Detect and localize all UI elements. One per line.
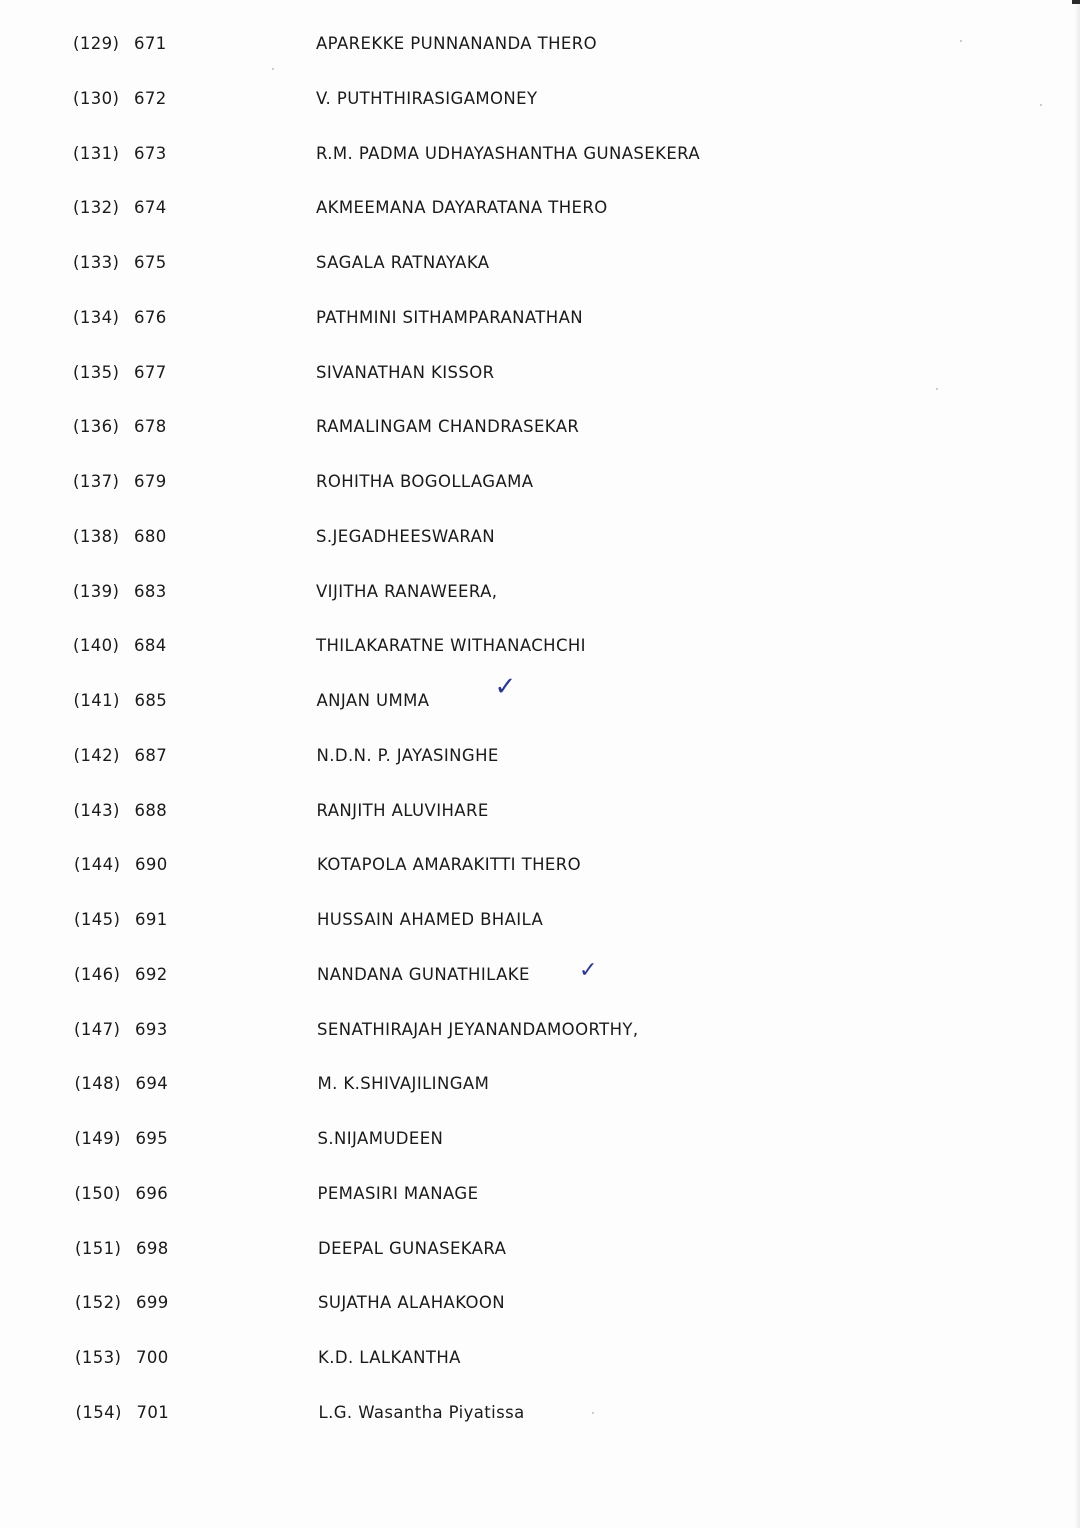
entry-number: 684 (134, 636, 167, 656)
entry-name: M. K.SHIVAJILINGAM (317, 1074, 490, 1094)
entry-number: 700 (136, 1348, 169, 1367)
entry-number: 680 (134, 526, 167, 546)
entry-index: (129) (73, 34, 120, 53)
entry-name: THILAKARATNE WITHANACHCHI (316, 636, 586, 656)
entry-number: 675 (134, 253, 167, 272)
entry-index: (135) (73, 362, 120, 382)
entry-index: (139) (73, 581, 120, 601)
list-item (1, 957, 901, 989)
entry-number: 695 (135, 1129, 169, 1148)
entry-index: (131) (73, 143, 120, 163)
entry-name: SUJATHA ALAHAKOON (318, 1293, 506, 1313)
entry-number: 677 (134, 362, 167, 382)
entry-index: (143) (73, 800, 120, 820)
list-item (2, 1344, 902, 1372)
entry-name: S.JEGADHEESWARAN (316, 526, 496, 546)
list-item (0, 249, 900, 277)
list-item (0, 523, 900, 551)
list-item (0, 30, 900, 58)
entry-number: 679 (134, 472, 167, 491)
list-item (0, 304, 900, 332)
entry-index: (145) (74, 910, 121, 929)
entry-number: 696 (135, 1183, 169, 1203)
entry-name: HUSSAIN AHAMED BHAILA (317, 910, 544, 929)
entry-number: 676 (134, 307, 167, 327)
entry-index: (154) (75, 1402, 122, 1422)
entry-number: 698 (136, 1238, 169, 1258)
entry-name: ROHITHA BOGOLLAGAMA (316, 472, 534, 491)
entry-name: SIVANATHAN KISSOR (316, 362, 495, 382)
entry-index: (152) (75, 1293, 122, 1313)
list-item (1, 851, 901, 879)
list-item (0, 85, 900, 113)
entry-name: PATHMINI SITHAMPARANATHAN (316, 307, 584, 327)
checkmark-icon: ✓ (579, 957, 598, 983)
entry-number: 701 (136, 1402, 170, 1422)
entry-name: S.NIJAMUDEEN (317, 1129, 444, 1148)
entry-number: 685 (134, 691, 168, 710)
entry-index: (132) (73, 198, 120, 218)
list-item (2, 1125, 902, 1153)
entry-name: N.D.N. P. JAYASINGHE (316, 745, 499, 765)
entry-number: 690 (135, 855, 168, 875)
list-item (0, 140, 900, 168)
list-item (0, 194, 900, 222)
list-item (2, 1070, 902, 1098)
entry-name: RAMALINGAM CHANDRASEKAR (316, 417, 580, 437)
entry-number: 674 (134, 198, 167, 218)
entry-index: (146) (74, 964, 121, 984)
entry-name: L.G. Wasantha Piyatissa (318, 1402, 525, 1422)
entry-number: 688 (134, 800, 168, 820)
entry-index: (148) (74, 1074, 121, 1094)
list-item (0, 413, 900, 441)
entry-name: ANJAN UMMA (316, 691, 430, 710)
entry-number: 694 (135, 1074, 169, 1094)
entry-index: (130) (73, 88, 120, 108)
list-item (1, 672, 901, 715)
entry-index: (151) (75, 1238, 122, 1258)
entry-index: (136) (73, 417, 120, 437)
entry-name: R.M. PADMA UDHAYASHANTHA GUNASEKERA (316, 143, 701, 163)
entry-number: 699 (136, 1293, 169, 1313)
list-item (2, 1289, 902, 1317)
entry-index: (144) (74, 855, 121, 875)
entry-number: 687 (134, 745, 168, 765)
entry-index: (149) (74, 1129, 121, 1148)
entry-number: 672 (134, 88, 167, 108)
entry-index: (150) (74, 1183, 121, 1203)
list-item (3, 1399, 903, 1427)
entry-number: 678 (134, 417, 167, 437)
entry-name: NANDANA GUNATHILAKE (317, 964, 530, 984)
entry-number: 683 (134, 581, 167, 601)
entry-number: 673 (134, 143, 167, 163)
entry-name: KOTAPOLA AMARAKITTI THERO (317, 855, 581, 875)
entry-number: 692 (135, 964, 168, 984)
entry-index: (134) (73, 307, 120, 327)
entry-name: V. PUTHTHIRASIGAMONEY (316, 88, 538, 108)
entry-number: 671 (134, 34, 167, 53)
list-item (2, 1180, 902, 1208)
entry-index: (137) (73, 472, 120, 491)
entry-name: VIJITHA RANAWEERA, (316, 581, 498, 601)
entry-name: SAGALA RATNAYAKA (316, 253, 490, 272)
entry-name: K.D. LALKANTHA (318, 1348, 461, 1367)
list-item (0, 359, 900, 387)
entry-name: AKMEEMANA DAYARATANA THERO (316, 198, 608, 218)
list-item (0, 632, 900, 660)
list-item (2, 1235, 902, 1263)
entry-number: 691 (135, 910, 168, 929)
list-item (0, 468, 900, 496)
checkmark-icon: ✓ (494, 672, 517, 702)
entry-name: DEEPAL GUNASEKARA (318, 1238, 507, 1258)
list-item (0, 578, 900, 606)
entry-index: (141) (73, 691, 120, 710)
entry-name: RANJITH ALUVIHARE (316, 800, 489, 820)
entry-index: (153) (75, 1348, 122, 1367)
entry-index: (147) (74, 1019, 121, 1039)
entry-number: 693 (135, 1019, 168, 1039)
entry-index: (142) (73, 745, 120, 765)
entry-name: SENATHIRAJAH JEYANANDAMOORTHY, (317, 1019, 639, 1039)
list-item (1, 906, 901, 934)
entry-index: (138) (73, 526, 120, 546)
entry-index: (140) (73, 636, 120, 656)
entry-name: PEMASIRI MANAGE (317, 1183, 479, 1203)
list-item (1, 1016, 901, 1044)
list-item (1, 797, 901, 825)
entry-name: APAREKKE PUNNANANDA THERO (316, 34, 597, 53)
list-item (1, 742, 901, 770)
entry-index: (133) (73, 253, 120, 272)
